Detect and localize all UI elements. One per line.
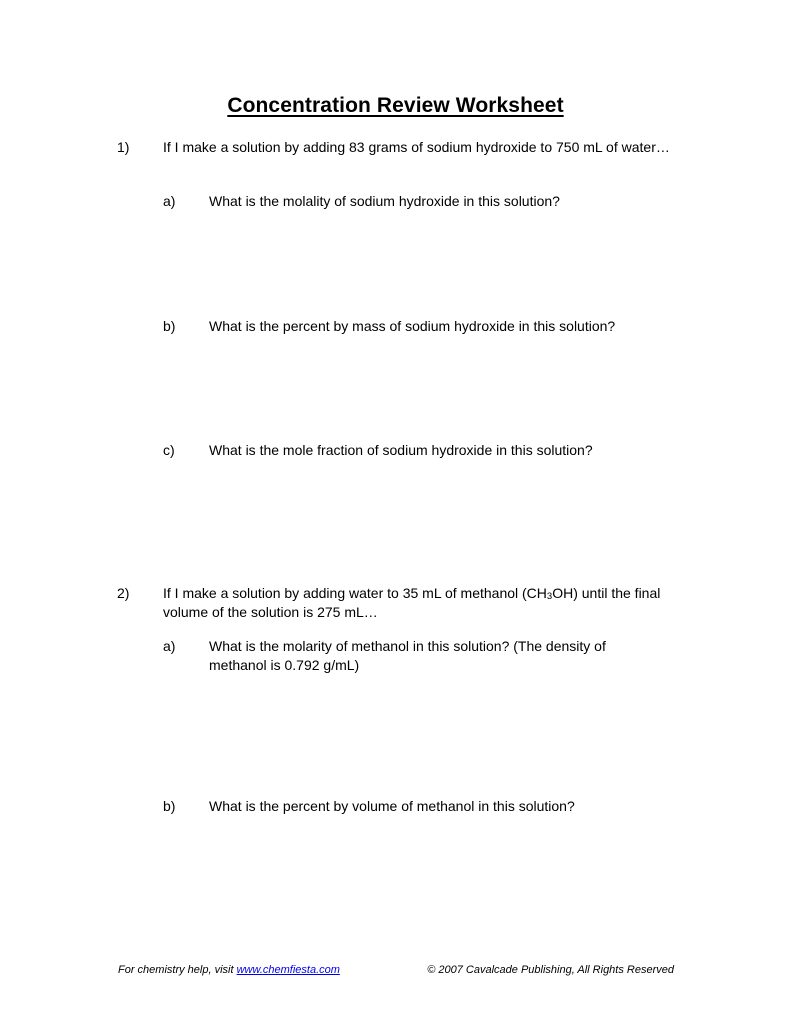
subquestion-label: b): [163, 798, 176, 814]
website-link[interactable]: www.chemfiesta.com: [236, 964, 340, 976]
question-text: [163, 584, 668, 621]
page-title: Concentration Review Worksheet: [227, 94, 564, 117]
subquestion-text: What is the percent by mass of sodium hydroxide in this solution?: [209, 318, 616, 334]
subquestion-label: c): [163, 442, 175, 458]
subquestion-text: What is the mole fraction of sodium hydroxide in this solution?: [209, 442, 593, 458]
subquestion-label: a): [163, 638, 176, 654]
subquestion-text: What is the percent by volume of methanol in this solution?: [209, 798, 575, 814]
question-text: If I make a solution by adding 83 grams of sodium hydroxide to 750 mL of water…: [163, 139, 670, 155]
question-text-part: If I make a solution by adding water to 35 mL of methanol (CH: [163, 585, 547, 601]
footer-help-text: For chemistry help, visit: [118, 964, 237, 976]
footer-copyright: © 2007 Cavalcade Publishing, All Rights Reserved: [427, 964, 674, 976]
subquestion-text: What is the molarity of methanol in this solution? (The density of methanol is 0.792 g/mL): [209, 638, 606, 673]
subquestion-label: a): [163, 193, 176, 209]
question-number: 2): [117, 585, 130, 601]
question-text-part: OH) until the final volume of the solution is 275 mL…: [163, 585, 661, 620]
footer-help: [118, 963, 340, 977]
question-number: 1): [117, 139, 130, 155]
subquestion-text: What is the molality of sodium hydroxide in this solution?: [209, 193, 560, 209]
chemical-subscript: 3: [546, 591, 553, 602]
subquestion-label: b): [163, 318, 176, 334]
